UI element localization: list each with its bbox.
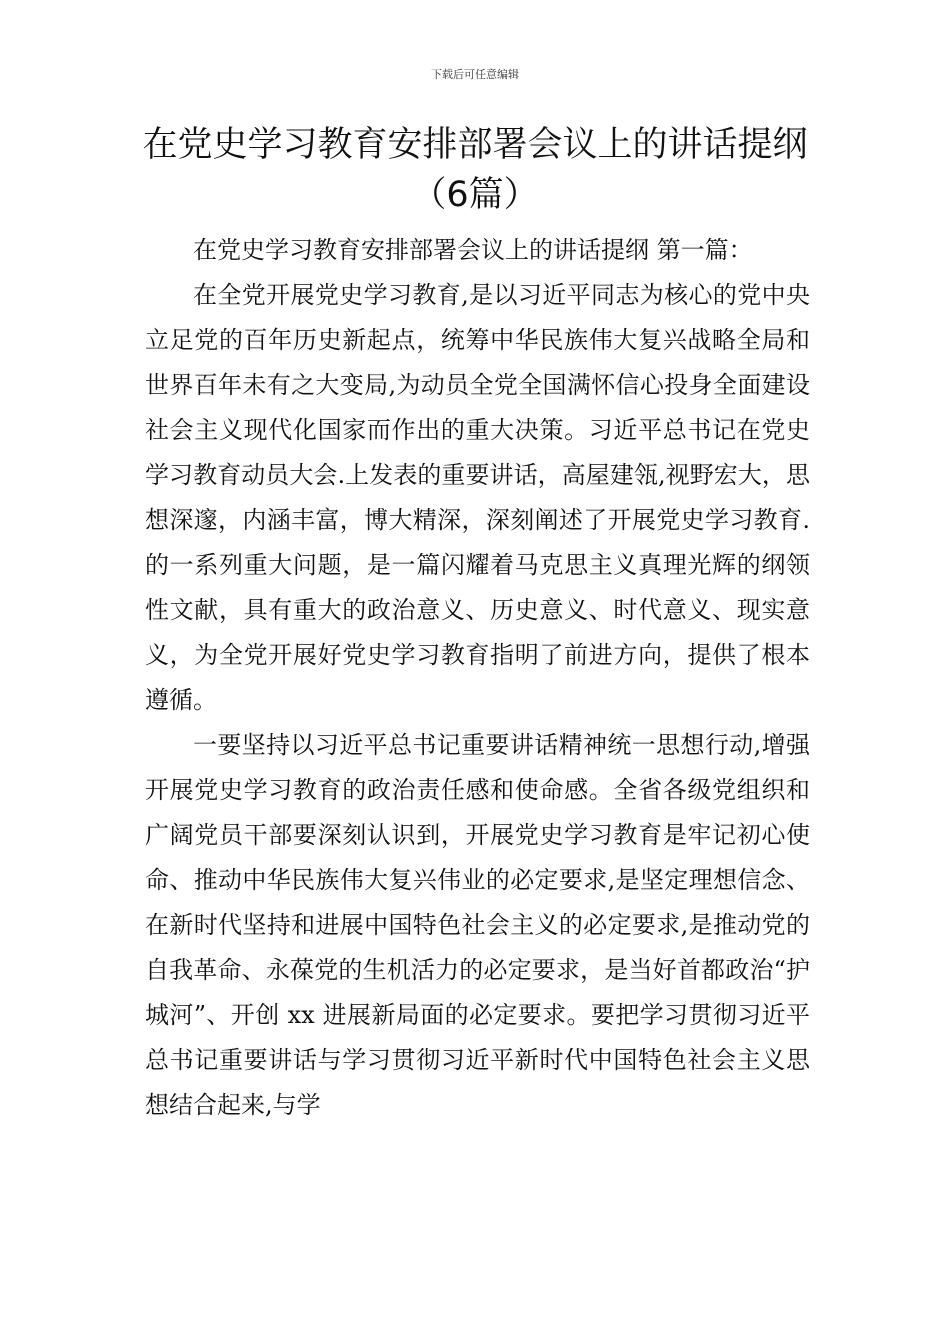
document-title: 在党史学习教育安排部署会议上的讲话提纲（6篇） [142, 125, 808, 215]
section-heading: 在党史学习教育安排部署会议上的讲话提纲 第一篇： [193, 236, 753, 264]
paragraph: 在全党开展党史学习教育,是以习近平同志为核心的党中央立足党的百年历史新起点，统筹中华民族伟大复兴战略全局和世界百年未有之大变局,为动员全党全国满怀信心投身全面建设社会主义现代化国家而作出的重大决策。习近平总书记在党史学习教育动员大会.上发表的重要讲话，高屋建瓴,视野宏大，思想深邃，内涵丰富，博大精深，深刻阐述了开展党史学习教育.的一系列重大问题，是一篇闪耀着马克思主义真理光辉的纲领性文献，具有重大的政治意义、历史意义、时代意义、现实意义，为全党开展好党史学习教育指明了前进方向，提供了根本遵循。 [145, 281, 810, 714]
header-note: 下载后可任意编辑 [431, 68, 519, 81]
document-body [145, 228, 810, 1128]
paragraph: 一要坚持以习近平总书记重要讲话精神统一思想行动,增强开展党史学习教育的政治责任感和使命感。全省各级党组织和广阔党员干部要深刻认识到，开展党史学习教育是牢记初心使命、推动中华民族伟大复兴伟业的必定要求,是坚定理想信念、在新时代坚持和进展中国特色社会主义的必定要求,是推动党的自我革命、永葆党的生机活力的必定要求，是当好首都政治“护城河”、开创 xx 进展新局面的必定要求。要把学习贯彻习近平总书记重要讲话与学习贯彻习近平新时代中国特色社会主义思想结合起来,与学 [145, 731, 810, 1119]
